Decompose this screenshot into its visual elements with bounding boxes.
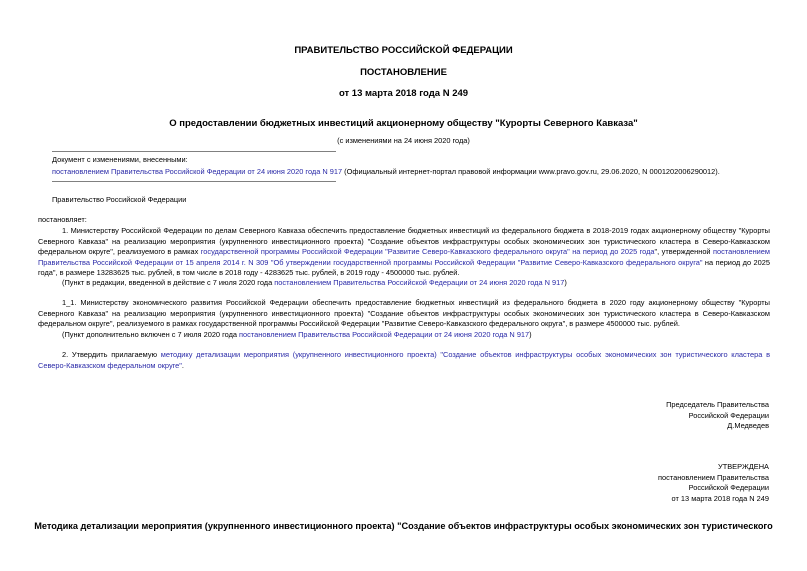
changes-source: (Официальный интернет-портал правовой информации www.pravo.gov.ru, 29.06.2020, N 0001202006290012). — [342, 166, 720, 176]
resolves-text: постановляет: — [38, 215, 87, 224]
intro-text: Правительство Российской Федерации — [52, 195, 187, 204]
amendments-note: (с изменениями на 24 июня 2020 года) — [337, 136, 470, 145]
approval-title: УТВЕРЖДЕНА — [718, 462, 769, 471]
approval-by: постановлением Правительства — [658, 472, 769, 482]
paragraph-1: 1. Министерству Российской Федерации по делам Северного Кавказа обеспечить предоставление бюджетных инвестиций из федерального бюджета в 2018-2019 годах акционерному обществу "Курорты Северного Кавказа" на реализацию мероприятия (укрупненного инвестиционного проекта) "Создание объектов инфраструктуры особых экономических зон туристического кластера в Северо-Кавказском федеральном округе", реализуемого в рамках государственной программы Российской Федерации "Развитие Северо-Кавказского федерального округа" на период до 2025 года", утвержденной постановлением Правительства Российской Федерации от 15 апреля 2014 г. N 309 "Об утверждении государственной программы Российской Федерации "Развитие Северо-Кавказского федерального округа" на период до 2025 года", в размере 13283625 тыс. рублей, в том числе в 2018 году - 4283625 тыс. рублей, в 2019 году - 4500000 тыс. рублей. — [38, 226, 770, 278]
resolution-917-link-2[interactable]: постановлением Правительства Российской Федерации от 24 июня 2020 года N 917 — [239, 330, 530, 339]
document-type: ПОСТАНОВЛЕНИЕ — [360, 67, 447, 78]
signature-block — [469, 400, 769, 432]
methodology-link[interactable]: методику детализации мероприятия (укрупненного инвестиционного проекта) "Создание объектов инфраструктуры особых экономических зон туристического кластера в Северо-Кавказском федеральном округе" — [38, 350, 770, 370]
resolution-309-link[interactable]: постановлением Правительства Российской Федерации от 15 апреля 2014 г. N 309 "Об утверждении государственной программы Российской Федерации "Развитие Северо-Кавказского федерального округа" — [38, 247, 770, 267]
paragraph-2: 2. Утвердить прилагаемую методику детализации мероприятия (укрупненного инвестиционного проекта) "Создание объектов инфраструктуры особых экономических зон туристического кластера в Северо-Кавказском федеральном округе". — [38, 350, 770, 370]
signature-org: Российской Федерации — [688, 410, 769, 420]
annex-title: Методика детализации мероприятия (укрупненного инвестиционного проекта) "Создание объектов инфраструктуры особых экономических зон туристического — [34, 521, 773, 531]
changes-note — [52, 155, 772, 177]
resolution-917-link-1[interactable]: постановлением Правительства Российской Федерации от 24 июня 2020 года N 917 — [274, 278, 565, 287]
state-program-link[interactable]: государственной программы Российской Федерации "Развитие Северо-Кавказского федерального округа" на период до 2025 года — [200, 247, 655, 257]
government-name: ПРАВИТЕЛЬСТВО РОССИЙСКОЙ ФЕДЕРАЦИИ — [294, 45, 513, 56]
approval-date: от 13 марта 2018 года N 249 — [671, 493, 769, 503]
paragraph-1-1-note: (Пункт дополнительно включен с 7 июля 2020 года постановлением Правительства Российской Федерации от 24 июня 2020 года N 917) — [62, 330, 532, 339]
document-date-number: от 13 марта 2018 года N 249 — [338, 88, 469, 99]
changes-link[interactable]: постановлением Правительства Российской Федерации от 24 июня 2020 года N 917 — [52, 166, 343, 176]
paragraph-1-note: (Пункт в редакции, введенной в действие с 7 июля 2020 года постановлением Правительства Российской Федерации от 24 июня 2020 года N 917) — [62, 278, 567, 287]
document-title: О предоставлении бюджетных инвестиций акционерному обществу "Курорты Северного Кавказа" — [169, 118, 638, 129]
approval-block — [469, 462, 769, 504]
changes-label: Документ с изменениями, внесенными: — [52, 155, 188, 164]
paragraph-1-1: 1_1. Министерству экономического развития Российской Федерации обеспечить предоставление бюджетных инвестиций из федерального бюджета в 2020 году акционерному обществу "Курорты Северного Кавказа" на реализацию мероприятия (укрупненного инвестиционного проекта) "Создание объектов инфраструктуры особых экономических зон туристического кластера в Северо-Кавказском федеральном округе", реализуемого в рамках государственной программы Российской Федерации "Развитие Северо-Кавказского федерального округа", в размере 4500000 тыс. рублей. — [38, 298, 770, 329]
top-divider — [52, 151, 336, 152]
signature-position: Председатель Правительства — [666, 400, 769, 409]
bottom-divider — [52, 181, 336, 182]
signature-name: Д.Медведев — [727, 421, 769, 431]
approval-org: Российской Федерации — [688, 483, 769, 493]
